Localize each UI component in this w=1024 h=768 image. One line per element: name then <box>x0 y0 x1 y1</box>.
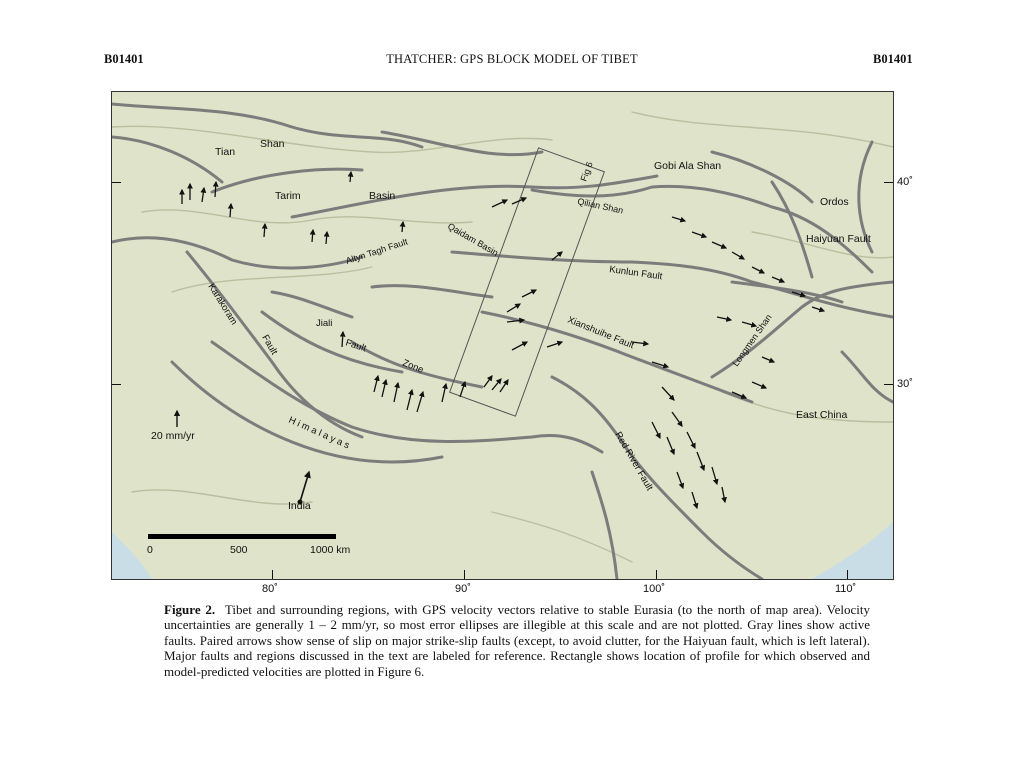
land-background <box>112 92 893 579</box>
figure-caption <box>164 602 870 679</box>
label-longmen: Longmen Shan <box>730 312 774 369</box>
label-basin: Basin <box>369 190 396 202</box>
running-title: THATCHER: GPS BLOCK MODEL OF TIBET <box>386 52 638 66</box>
label-qilian: Qilian Shan <box>576 196 625 216</box>
velocity-scale-label: 20 mm/yr <box>151 430 195 442</box>
tibet-gps-map <box>111 91 894 580</box>
label-ordos: Ordos <box>820 196 849 208</box>
lat-label-30: 30˚ <box>897 378 913 390</box>
label-gobi: Gobi Ala Shan <box>654 160 722 172</box>
lon-label-110: 110˚ <box>835 583 857 595</box>
label-india: India <box>288 500 311 512</box>
label-haiyuan: Haiyuan Fault <box>806 233 871 245</box>
header-right: B01401 <box>873 52 913 66</box>
label-fault-k: Fault <box>259 333 280 357</box>
map-canvas <box>112 92 893 579</box>
scale-label-0: 0 <box>147 544 153 556</box>
label-zone: Zone <box>400 357 426 376</box>
label-xianshuihe: Xianshuihe Fault <box>565 314 636 352</box>
label-tarim: Tarim <box>275 190 301 202</box>
label-altyn: Altyn Tagh Fault <box>344 236 409 266</box>
label-jiali: Jiali <box>316 318 333 329</box>
scale-label-1000: 1000 km <box>310 544 351 556</box>
caption-label: Figure 2. <box>164 602 216 617</box>
lat-label-40: 40˚ <box>897 176 913 188</box>
label-fig6: Fig 6 <box>578 160 595 183</box>
header-left: B01401 <box>104 52 144 66</box>
scale-label-500: 500 <box>230 544 248 556</box>
label-redriver: Red River Fault <box>612 430 655 493</box>
label-tian: Tian <box>215 146 236 158</box>
scale-bar <box>148 534 336 539</box>
lon-label-80: 80˚ <box>262 583 278 595</box>
label-karakoram: Karakoram <box>205 281 240 327</box>
label-fault-j: Fault <box>344 337 368 355</box>
lon-label-100: 100˚ <box>643 583 666 595</box>
lon-label-90: 90˚ <box>455 583 471 595</box>
label-eastchina: East China <box>796 409 848 421</box>
label-himalayas: H i m a l a y a s <box>286 414 352 452</box>
label-kunlun: Kunlun Fault <box>608 264 663 283</box>
label-qaidam: Qaidam Basin <box>446 221 500 258</box>
caption-text: Tibet and surrounding regions, with GPS velocity vectors relative to stable Eurasia (to the north of map area). Velocity uncertainties are generally 1 – 2 mm/yr, so most error ellipses are illegible at this scale and are not plotted. Gray lines show active faults. Paired arrows show sense of slip on major strike-slip faults (except, to avoid clutter, for the Haiyuan fault, which is left lateral). Major faults and regions discussed in the text are labeled for reference. Rectangle shows location of profile for which observed and model-predicted velocities are plotted in Figure 6. <box>164 602 870 679</box>
label-shan: Shan <box>260 138 285 150</box>
